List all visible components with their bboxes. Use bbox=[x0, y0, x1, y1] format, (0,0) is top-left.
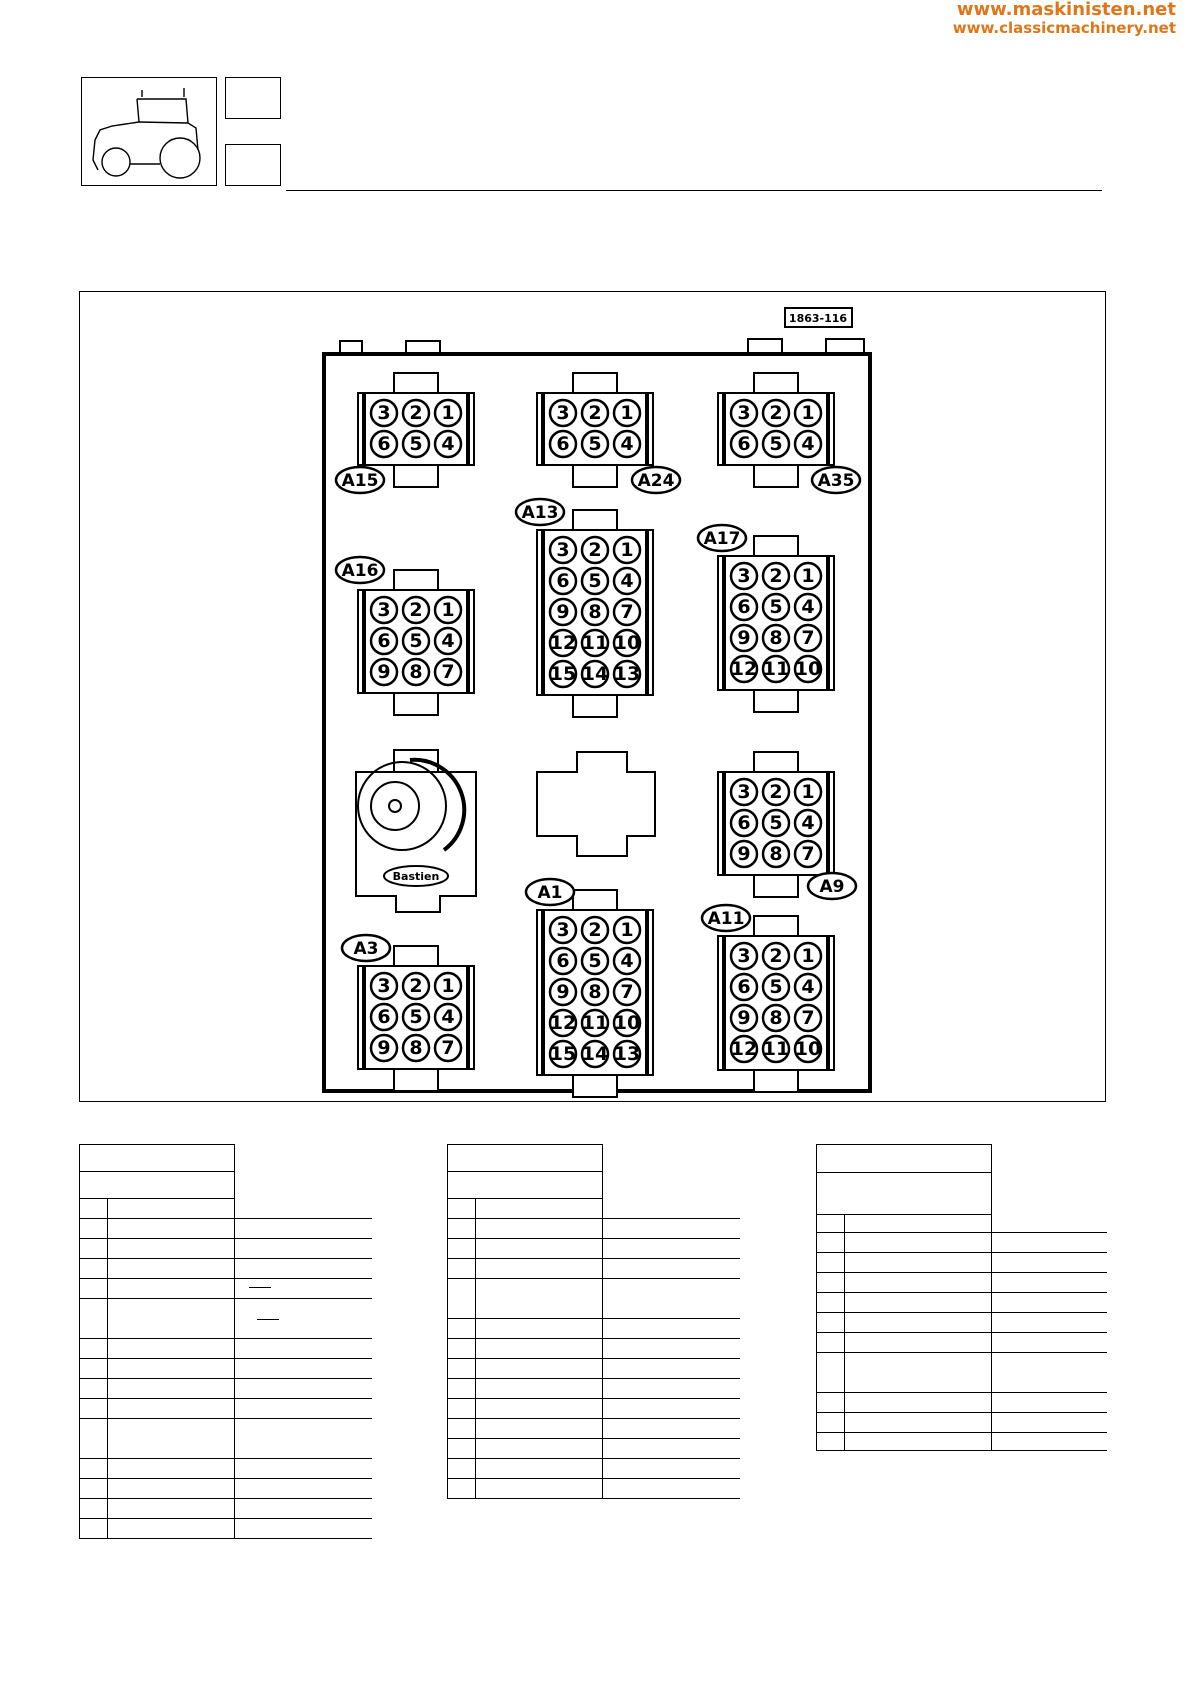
svg-text:3: 3 bbox=[556, 919, 570, 941]
svg-text:12: 12 bbox=[730, 658, 758, 680]
svg-text:6: 6 bbox=[556, 570, 570, 592]
svg-text:11: 11 bbox=[581, 1012, 609, 1034]
svg-text:10: 10 bbox=[613, 1012, 641, 1034]
pin-a1-9 bbox=[550, 979, 576, 1005]
pin-a13-8 bbox=[582, 599, 608, 625]
pin-a35-6 bbox=[731, 431, 757, 457]
svg-text:15: 15 bbox=[549, 663, 577, 685]
pin-a13-10 bbox=[614, 630, 640, 656]
svg-text:3: 3 bbox=[556, 402, 570, 424]
svg-text:6: 6 bbox=[377, 433, 391, 455]
svg-text:12: 12 bbox=[549, 632, 577, 654]
pin-a15-2 bbox=[403, 400, 429, 426]
pin-a1-15 bbox=[550, 1041, 576, 1067]
svg-text:10: 10 bbox=[613, 632, 641, 654]
svg-text:2: 2 bbox=[409, 402, 423, 424]
pin-a11-11 bbox=[763, 1036, 789, 1062]
pin-a3-7 bbox=[435, 1035, 461, 1061]
svg-text:9: 9 bbox=[737, 843, 751, 865]
pin-a17-2 bbox=[763, 563, 789, 589]
pin-a13-6 bbox=[550, 568, 576, 594]
svg-text:A16: A16 bbox=[341, 561, 379, 581]
watermark-url-1[interactable]: www.maskinisten.net bbox=[956, 0, 1176, 20]
svg-text:4: 4 bbox=[620, 570, 634, 592]
pin-a11-6 bbox=[731, 974, 757, 1000]
pin-a15-5 bbox=[403, 431, 429, 457]
svg-text:4: 4 bbox=[801, 433, 815, 455]
pin-a35-4 bbox=[795, 431, 821, 457]
pin-a16-6 bbox=[371, 628, 397, 654]
svg-text:A17: A17 bbox=[703, 529, 741, 549]
pin-a35-2 bbox=[763, 400, 789, 426]
svg-text:4: 4 bbox=[441, 433, 455, 455]
svg-text:6: 6 bbox=[377, 630, 391, 652]
label-a17 bbox=[698, 525, 746, 551]
pin-a1-2 bbox=[582, 917, 608, 943]
pin-a16-8 bbox=[403, 659, 429, 685]
svg-text:8: 8 bbox=[588, 981, 602, 1003]
pin-a3-8 bbox=[403, 1035, 429, 1061]
svg-text:3: 3 bbox=[377, 402, 391, 424]
pin-a16-9 bbox=[371, 659, 397, 685]
pin-a3-9 bbox=[371, 1035, 397, 1061]
pin-a9-2 bbox=[763, 779, 789, 805]
relay-component bbox=[356, 750, 476, 912]
svg-text:8: 8 bbox=[769, 1007, 783, 1029]
svg-text:A9: A9 bbox=[819, 877, 845, 897]
svg-text:15: 15 bbox=[549, 1043, 577, 1065]
svg-text:14: 14 bbox=[581, 1043, 609, 1065]
pin-a9-6 bbox=[731, 810, 757, 836]
pin-a13-11 bbox=[582, 630, 608, 656]
pin-a17-9 bbox=[731, 625, 757, 651]
svg-text:7: 7 bbox=[441, 661, 455, 683]
pin-a24-1 bbox=[614, 400, 640, 426]
pin-a13-13 bbox=[614, 661, 640, 687]
svg-text:8: 8 bbox=[588, 601, 602, 623]
svg-text:6: 6 bbox=[737, 596, 751, 618]
pin-a15-3 bbox=[371, 400, 397, 426]
pin-a16-5 bbox=[403, 628, 429, 654]
svg-text:9: 9 bbox=[377, 661, 391, 683]
svg-text:1: 1 bbox=[801, 402, 815, 424]
pin-a13-9 bbox=[550, 599, 576, 625]
svg-text:1: 1 bbox=[441, 975, 455, 997]
svg-text:6: 6 bbox=[556, 950, 570, 972]
watermark-url-2[interactable]: www.classicmachinery.net bbox=[952, 18, 1176, 37]
pin-a17-10 bbox=[795, 656, 821, 682]
svg-text:6: 6 bbox=[737, 976, 751, 998]
pin-a3-3 bbox=[371, 973, 397, 999]
svg-text:3: 3 bbox=[556, 539, 570, 561]
svg-text:1: 1 bbox=[620, 919, 634, 941]
svg-text:3: 3 bbox=[377, 599, 391, 621]
svg-text:2: 2 bbox=[588, 402, 602, 424]
pin-a24-5 bbox=[582, 431, 608, 457]
svg-text:3: 3 bbox=[377, 975, 391, 997]
svg-text:6: 6 bbox=[556, 433, 570, 455]
pin-a3-2 bbox=[403, 973, 429, 999]
pin-a17-5 bbox=[763, 594, 789, 620]
svg-text:A1: A1 bbox=[537, 883, 563, 903]
svg-text:A3: A3 bbox=[353, 939, 379, 959]
svg-text:3: 3 bbox=[737, 402, 751, 424]
svg-text:5: 5 bbox=[588, 950, 602, 972]
pin-a17-6 bbox=[731, 594, 757, 620]
svg-text:2: 2 bbox=[409, 599, 423, 621]
pin-a11-12 bbox=[731, 1036, 757, 1062]
svg-text:2: 2 bbox=[409, 975, 423, 997]
pin-a16-1 bbox=[435, 597, 461, 623]
svg-text:10: 10 bbox=[794, 658, 822, 680]
label-a15 bbox=[336, 467, 384, 493]
pin-a13-1 bbox=[614, 537, 640, 563]
connector-a13 bbox=[516, 499, 653, 717]
svg-text:2: 2 bbox=[769, 565, 783, 587]
pin-a1-13 bbox=[614, 1041, 640, 1067]
svg-text:1: 1 bbox=[801, 781, 815, 803]
pin-a9-3 bbox=[731, 779, 757, 805]
pin-a1-14 bbox=[582, 1041, 608, 1067]
svg-text:6: 6 bbox=[377, 1006, 391, 1028]
pin-a1-8 bbox=[582, 979, 608, 1005]
svg-text:5: 5 bbox=[588, 570, 602, 592]
pin-a13-4 bbox=[614, 568, 640, 594]
pin-a13-14 bbox=[582, 661, 608, 687]
svg-text:11: 11 bbox=[762, 658, 790, 680]
pin-a11-4 bbox=[795, 974, 821, 1000]
pin-a17-4 bbox=[795, 594, 821, 620]
pin-a9-8 bbox=[763, 841, 789, 867]
pin-a1-3 bbox=[550, 917, 576, 943]
svg-text:4: 4 bbox=[441, 630, 455, 652]
pin-a3-4 bbox=[435, 1004, 461, 1030]
pin-a17-7 bbox=[795, 625, 821, 651]
svg-text:7: 7 bbox=[620, 601, 634, 623]
pin-a9-7 bbox=[795, 841, 821, 867]
pin-a9-4 bbox=[795, 810, 821, 836]
svg-text:4: 4 bbox=[801, 976, 815, 998]
svg-text:A13: A13 bbox=[521, 503, 559, 523]
pin-a3-5 bbox=[403, 1004, 429, 1030]
pin-a17-11 bbox=[763, 656, 789, 682]
pin-a13-15 bbox=[550, 661, 576, 687]
svg-text:13: 13 bbox=[613, 1043, 641, 1065]
pin-a1-10 bbox=[614, 1010, 640, 1036]
svg-text:4: 4 bbox=[620, 950, 634, 972]
svg-text:5: 5 bbox=[769, 812, 783, 834]
connector-a1 bbox=[526, 879, 653, 1097]
pin-a1-6 bbox=[550, 948, 576, 974]
pin-a35-1 bbox=[795, 400, 821, 426]
svg-text:5: 5 bbox=[409, 630, 423, 652]
svg-text:2: 2 bbox=[588, 539, 602, 561]
label-a13 bbox=[516, 499, 564, 525]
pin-a17-1 bbox=[795, 563, 821, 589]
svg-text:5: 5 bbox=[409, 433, 423, 455]
svg-text:3: 3 bbox=[737, 781, 751, 803]
pin-a13-5 bbox=[582, 568, 608, 594]
pin-a1-1 bbox=[614, 917, 640, 943]
svg-text:4: 4 bbox=[441, 1006, 455, 1028]
svg-text:14: 14 bbox=[581, 663, 609, 685]
svg-text:11: 11 bbox=[762, 1038, 790, 1060]
pin-a11-5 bbox=[763, 974, 789, 1000]
svg-text:A11: A11 bbox=[707, 909, 745, 929]
pin-a24-2 bbox=[582, 400, 608, 426]
pin-a1-7 bbox=[614, 979, 640, 1005]
pin-a16-3 bbox=[371, 597, 397, 623]
label-a9 bbox=[808, 873, 856, 899]
pin-a11-3 bbox=[731, 943, 757, 969]
pin-a17-12 bbox=[731, 656, 757, 682]
svg-text:7: 7 bbox=[620, 981, 634, 1003]
pin-a17-8 bbox=[763, 625, 789, 651]
label-a24 bbox=[632, 467, 680, 493]
pin-a1-12 bbox=[550, 1010, 576, 1036]
svg-text:5: 5 bbox=[769, 596, 783, 618]
pin-a9-5 bbox=[763, 810, 789, 836]
svg-text:7: 7 bbox=[801, 627, 815, 649]
svg-text:2: 2 bbox=[588, 919, 602, 941]
pin-a13-3 bbox=[550, 537, 576, 563]
svg-text:1: 1 bbox=[801, 565, 815, 587]
pin-a13-12 bbox=[550, 630, 576, 656]
svg-text:8: 8 bbox=[769, 627, 783, 649]
svg-text:5: 5 bbox=[409, 1006, 423, 1028]
pin-a15-1 bbox=[435, 400, 461, 426]
pin-a24-4 bbox=[614, 431, 640, 457]
svg-text:12: 12 bbox=[730, 1038, 758, 1060]
label-a1 bbox=[526, 879, 574, 905]
label-a3 bbox=[342, 935, 390, 961]
svg-text:1: 1 bbox=[620, 539, 634, 561]
svg-text:9: 9 bbox=[737, 627, 751, 649]
pin-a11-8 bbox=[763, 1005, 789, 1031]
svg-text:9: 9 bbox=[556, 601, 570, 623]
label-a11 bbox=[702, 905, 750, 931]
svg-text:5: 5 bbox=[769, 976, 783, 998]
svg-text:A35: A35 bbox=[817, 471, 855, 491]
svg-text:9: 9 bbox=[556, 981, 570, 1003]
svg-text:6: 6 bbox=[737, 433, 751, 455]
pin-a9-1 bbox=[795, 779, 821, 805]
label-a35 bbox=[812, 467, 860, 493]
pin-a16-4 bbox=[435, 628, 461, 654]
svg-text:12: 12 bbox=[549, 1012, 577, 1034]
svg-text:8: 8 bbox=[409, 1037, 423, 1059]
pin-a16-7 bbox=[435, 659, 461, 685]
svg-text:6: 6 bbox=[737, 812, 751, 834]
pin-a16-2 bbox=[403, 597, 429, 623]
pin-a1-5 bbox=[582, 948, 608, 974]
svg-text:A24: A24 bbox=[637, 471, 675, 491]
svg-text:10: 10 bbox=[794, 1038, 822, 1060]
svg-text:7: 7 bbox=[801, 1007, 815, 1029]
svg-text:9: 9 bbox=[737, 1007, 751, 1029]
svg-text:3: 3 bbox=[737, 565, 751, 587]
pin-a3-6 bbox=[371, 1004, 397, 1030]
svg-text:1: 1 bbox=[801, 945, 815, 967]
svg-text:2: 2 bbox=[769, 781, 783, 803]
ref-code-text: 1863-116 bbox=[788, 312, 848, 325]
pin-a24-3 bbox=[550, 400, 576, 426]
svg-text:5: 5 bbox=[769, 433, 783, 455]
svg-text:7: 7 bbox=[801, 843, 815, 865]
svg-text:2: 2 bbox=[769, 945, 783, 967]
pin-a1-11 bbox=[582, 1010, 608, 1036]
svg-text:4: 4 bbox=[620, 433, 634, 455]
pin-a13-7 bbox=[614, 599, 640, 625]
pin-a35-3 bbox=[731, 400, 757, 426]
label-a16 bbox=[336, 557, 384, 583]
svg-text:8: 8 bbox=[769, 843, 783, 865]
svg-text:5: 5 bbox=[588, 433, 602, 455]
svg-text:2: 2 bbox=[769, 402, 783, 424]
bastien-badge-text: Bastien bbox=[392, 870, 440, 883]
pin-a24-6 bbox=[550, 431, 576, 457]
svg-text:3: 3 bbox=[737, 945, 751, 967]
svg-text:A15: A15 bbox=[341, 471, 379, 491]
svg-text:7: 7 bbox=[441, 1037, 455, 1059]
pin-a15-4 bbox=[435, 431, 461, 457]
pin-a13-2 bbox=[582, 537, 608, 563]
pin-a17-3 bbox=[731, 563, 757, 589]
svg-text:11: 11 bbox=[581, 632, 609, 654]
pin-a15-6 bbox=[371, 431, 397, 457]
pin-a11-9 bbox=[731, 1005, 757, 1031]
svg-text:13: 13 bbox=[613, 663, 641, 685]
pin-a11-10 bbox=[795, 1036, 821, 1062]
svg-text:4: 4 bbox=[801, 812, 815, 834]
svg-text:8: 8 bbox=[409, 661, 423, 683]
pin-a9-9 bbox=[731, 841, 757, 867]
pin-a11-7 bbox=[795, 1005, 821, 1031]
pin-a1-4 bbox=[614, 948, 640, 974]
svg-text:1: 1 bbox=[620, 402, 634, 424]
svg-text:4: 4 bbox=[801, 596, 815, 618]
pin-a35-5 bbox=[763, 431, 789, 457]
pin-a11-1 bbox=[795, 943, 821, 969]
svg-text:9: 9 bbox=[377, 1037, 391, 1059]
svg-text:1: 1 bbox=[441, 402, 455, 424]
svg-text:1: 1 bbox=[441, 599, 455, 621]
pin-a11-2 bbox=[763, 943, 789, 969]
pin-a3-1 bbox=[435, 973, 461, 999]
